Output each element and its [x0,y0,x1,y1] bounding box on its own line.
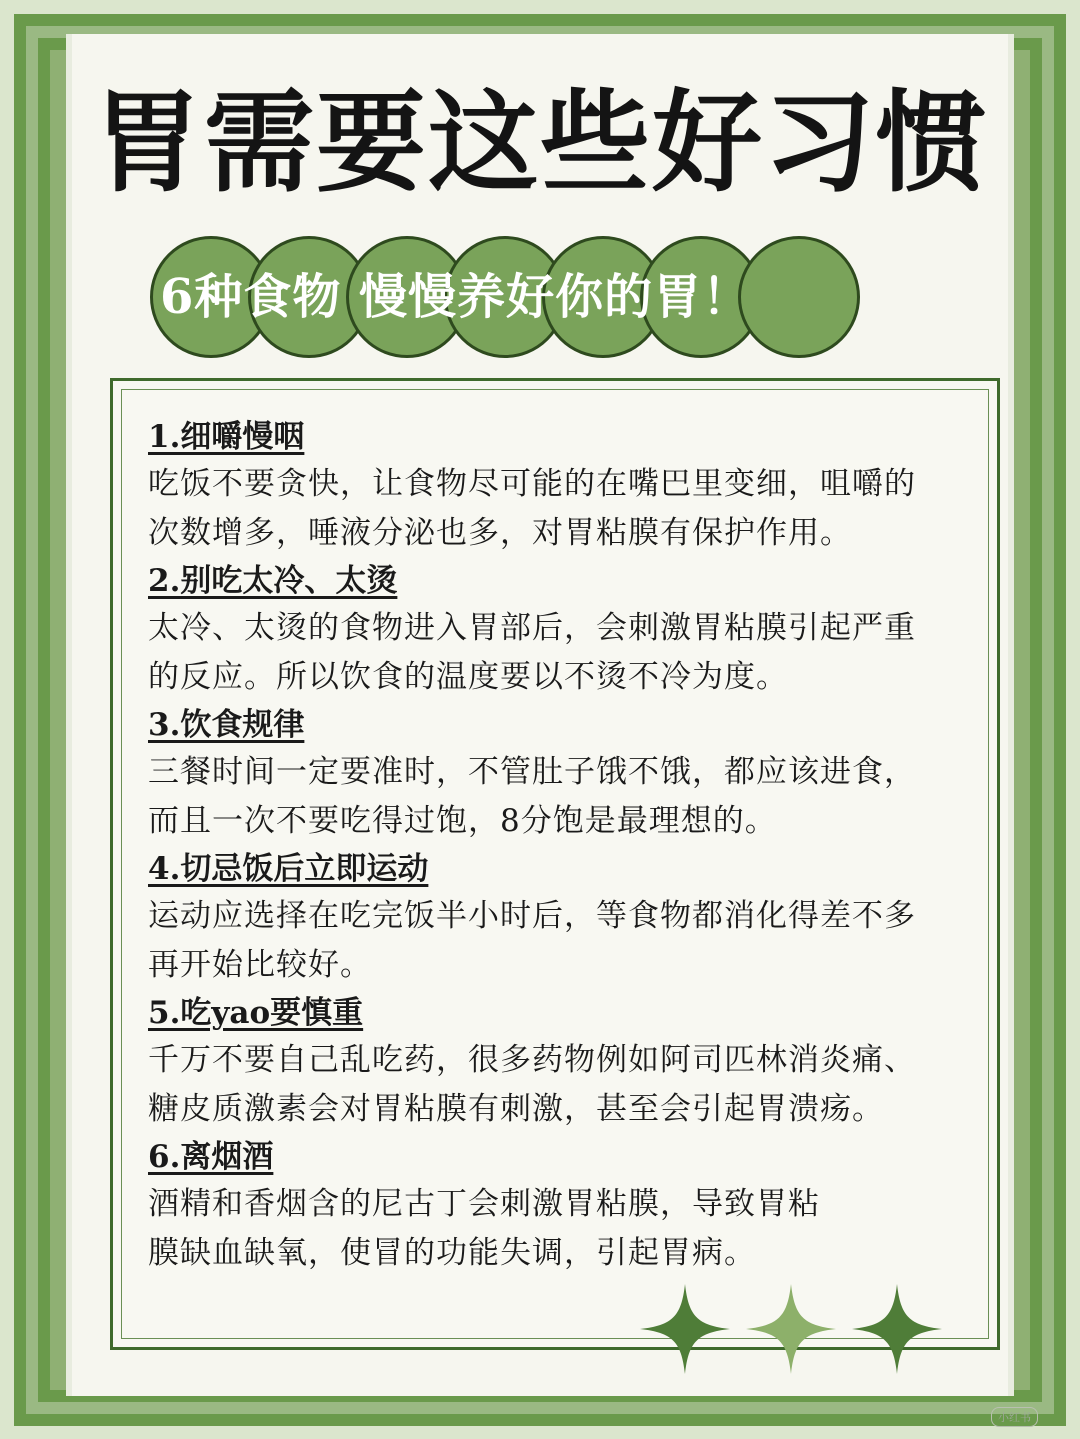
tip-body: 运动应选择在吃完饭半小时后，等食物都消化得差不多 再开始比较好。 [148,898,916,983]
watermark: 小红书 [991,1407,1038,1427]
tip-item [148,414,978,558]
tip-heading: 2.别吃太冷、太烫 [148,563,398,599]
page-title: 胃需要这些好习惯 [92,79,988,207]
tip-item [148,1134,978,1278]
tips-list [148,414,978,1278]
subtitle: 6种食物 慢慢养好你的胃！ [160,269,752,325]
sparkle-star-icon [852,1284,942,1374]
tip-item [148,558,978,702]
tip-body: 吃饭不要贪快，让食物尽可能的在嘴巴里变细，咀嚼的 次数增多，唾液分泌也多，对胃粘膜有保护作用。 [148,466,916,551]
tip-body: 太冷、太烫的食物进入胃部后，会刺激胃粘膜引起严重 的反应。所以饮食的温度要以不烫不冷为度。 [148,610,916,695]
tip-heading: 1.细嚼慢咽 [148,419,305,455]
tip-heading: 5.吃yao要慎重 [148,995,364,1031]
tip-body: 千万不要自己乱吃药，很多药物例如阿司匹林消炎痛、 糖皮质激素会对胃粘膜有刺激，甚至会引起胃溃疡。 [148,1042,916,1127]
decor-stars [640,1284,950,1374]
tip-body: 三餐时间一定要准时，不管肚子饿不饿，都应该进食， 而且一次不要吃得过饱，8分饱是最理想的。 [148,754,916,839]
tip-heading: 3.饮食规律 [148,707,305,743]
tip-body: 酒精和香烟含的尼古丁会刺激胃粘膜，导致胃粘 膜缺血缺氧，使冒的功能失调，引起胃病。 [148,1186,820,1271]
tip-item [148,990,978,1134]
tip-item [148,702,978,846]
sparkle-star-icon [746,1284,836,1374]
sparkle-star-icon [640,1284,730,1374]
tip-heading: 4.切忌饭后立即运动 [148,851,429,887]
tip-item [148,846,978,990]
tip-heading: 6.离烟酒 [148,1139,274,1175]
